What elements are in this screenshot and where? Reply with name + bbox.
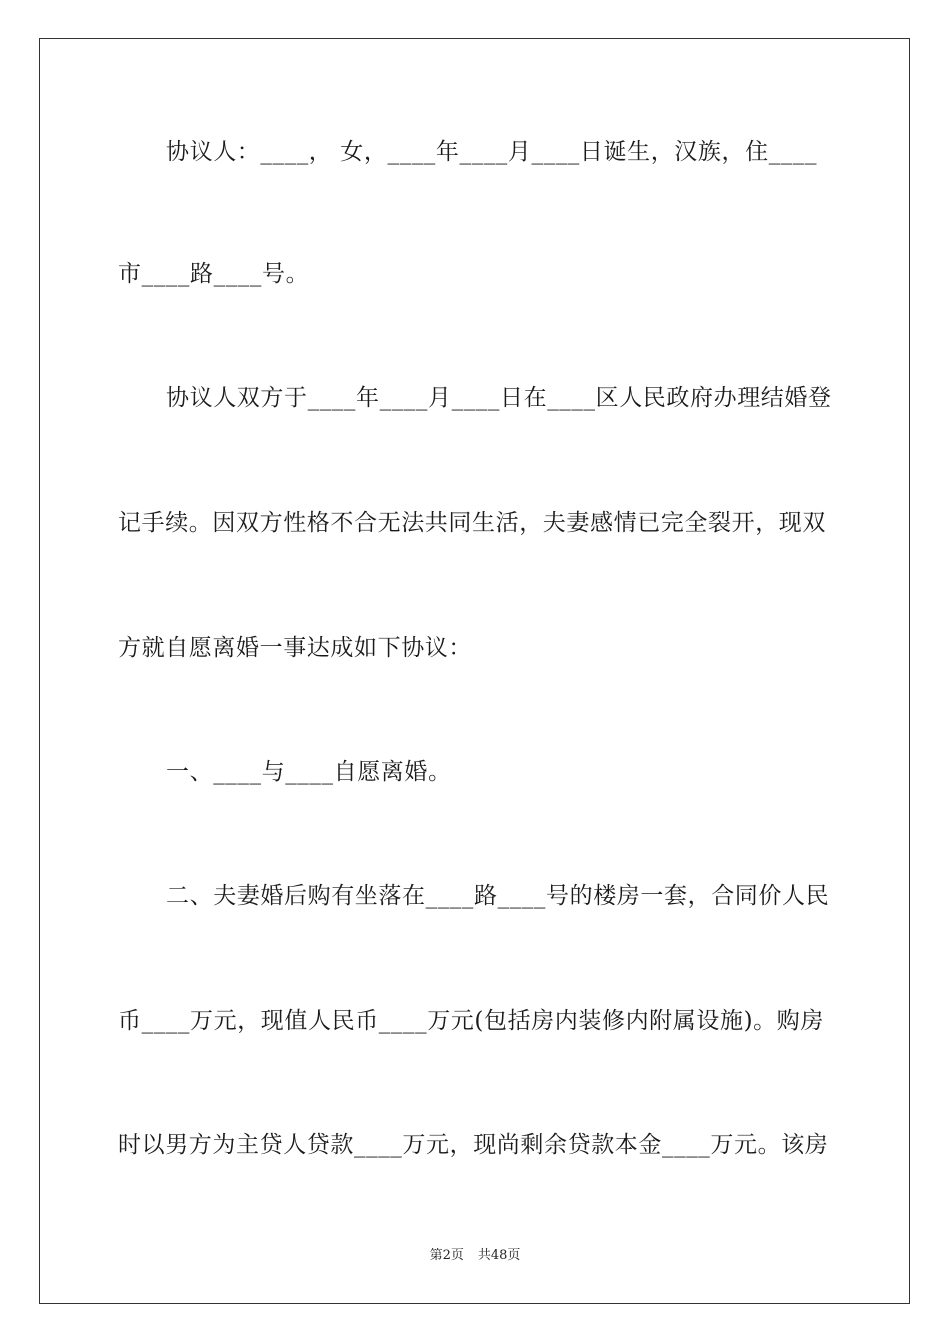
text-line: 市____路____号。 — [118, 261, 310, 287]
text-line: 币____万元，现值人民币____万元(包括房内装修内附属设施)。购房 — [118, 1008, 824, 1034]
text-line: 协议人双方于____年____月____日在____区人民政府办理结婚登 — [166, 385, 832, 411]
page-total: 共48页 — [477, 1248, 521, 1263]
text-line: 协议人：____， 女，____年____月____日诞生，汉族，住____ — [166, 139, 818, 165]
text-line: 时以男方为主贷人贷款____万元，现尚剩余贷款本金____万元。该房 — [118, 1132, 829, 1158]
text-line: 方就自愿离婚一事达成如下协议： — [118, 635, 472, 661]
text-line: 记手续。因双方性格不合无法共同生活，夫妻感情已完全裂开，现双 — [118, 510, 826, 536]
page-footer — [0, 1247, 950, 1265]
page-number: 第2页 — [429, 1248, 464, 1263]
text-line: 一、____与____自愿离婚。 — [166, 759, 452, 785]
text-line: 二、夫妻婚后购有坐落在____路____号的楼房一套，合同价人民 — [166, 883, 830, 909]
page-border — [39, 38, 910, 1304]
